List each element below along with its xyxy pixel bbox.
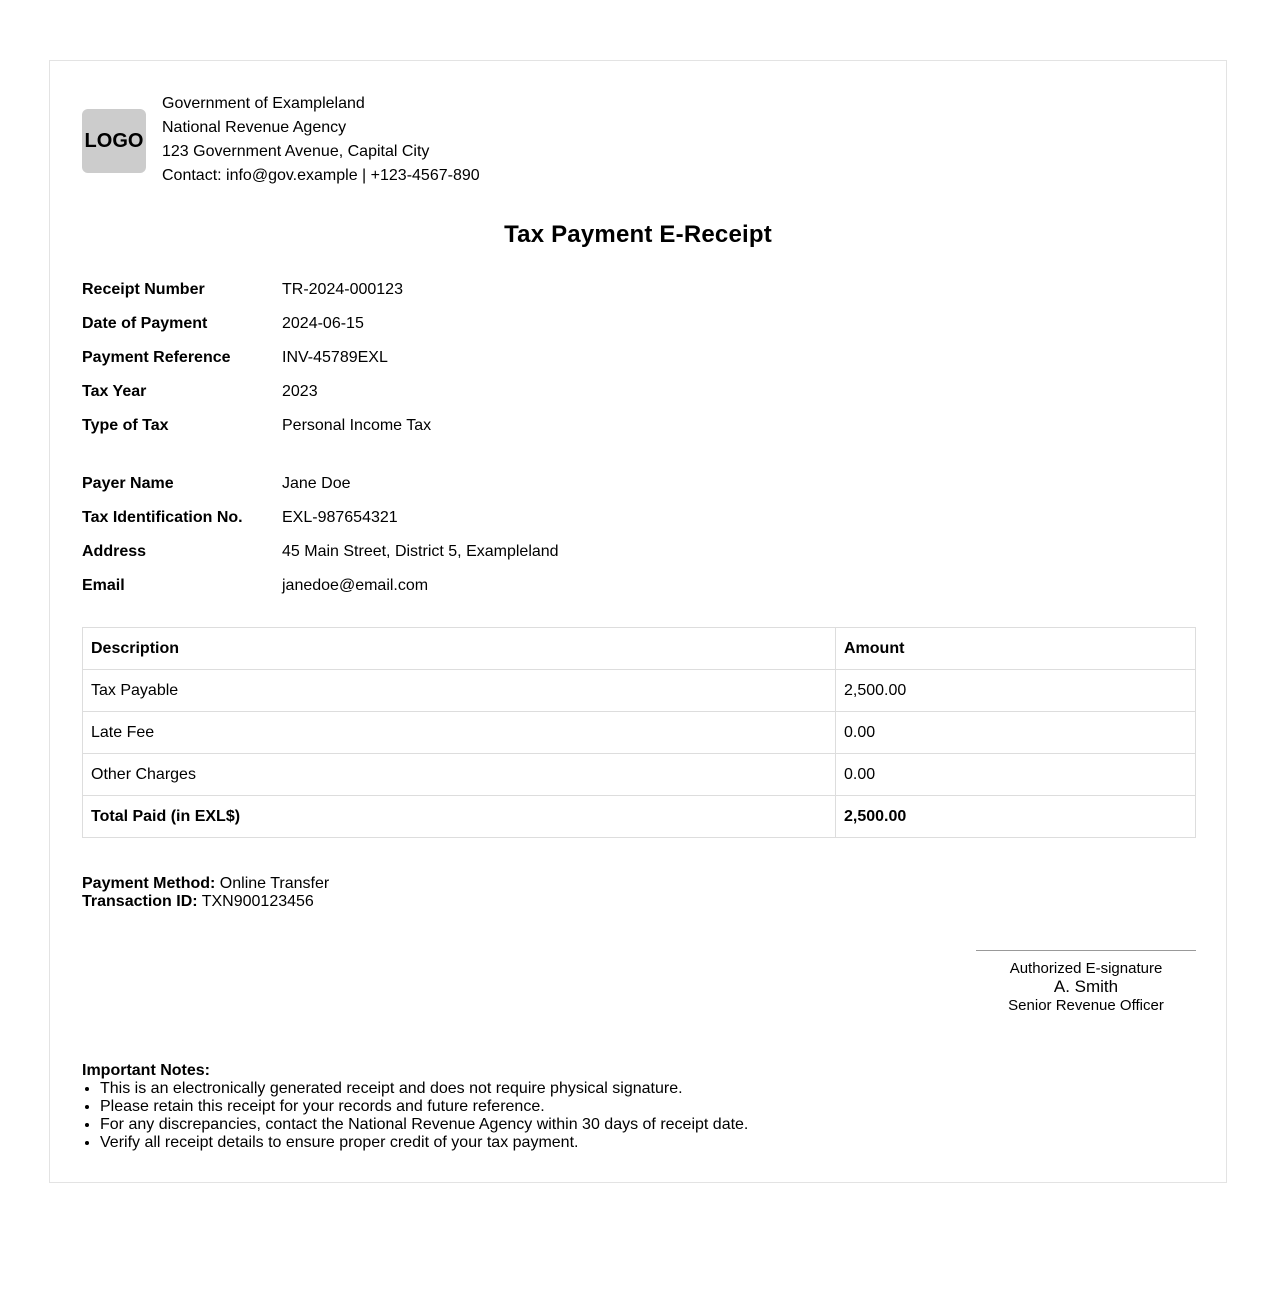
info-label: Payer Name <box>82 475 174 492</box>
list-item: • Please retain this receipt for your records and future reference. <box>100 1098 748 1116</box>
table-total-row <box>83 796 1196 838</box>
transaction-id-value: TXN900123456 <box>201 893 314 910</box>
table-header-row <box>83 628 1196 670</box>
info-row-payment-reference <box>82 341 782 375</box>
page-title: Tax Payment E-Receipt <box>504 221 772 248</box>
row-description: Tax Payable <box>83 670 836 712</box>
info-row-payer-name <box>82 467 782 501</box>
agency-contact: Contact: info@gov.example | +123-4567-890 <box>162 167 480 184</box>
list-item: • This is an electronically generated receipt and does not require physical signature. <box>100 1080 748 1098</box>
info-value: janedoe@email.com <box>282 577 429 594</box>
list-item: • Verify all receipt details to ensure proper credit of your tax payment. <box>100 1134 748 1152</box>
payment-method-label: Payment Method: <box>82 875 216 892</box>
row-amount: 0.00 <box>836 754 1196 796</box>
info-value: TR-2024-000123 <box>282 281 403 298</box>
info-value: 45 Main Street, District 5, Exampleland <box>282 543 559 560</box>
info-row-address <box>82 535 782 569</box>
notes-heading: Important Notes: <box>82 1062 210 1079</box>
important-notes <box>82 1062 748 1152</box>
info-label: Address <box>82 543 147 560</box>
row-description: Late Fee <box>83 712 836 754</box>
payer-info-section <box>82 467 782 603</box>
agency-address: 123 Government Avenue, Capital City <box>162 143 430 160</box>
agency-details <box>162 92 480 188</box>
table-row <box>83 754 1196 796</box>
signature-block <box>976 950 1196 1016</box>
signatory-name: A. Smith <box>1053 977 1119 996</box>
table-row <box>83 712 1196 754</box>
info-row-type-of-tax <box>82 409 782 443</box>
info-value: INV-45789EXL <box>282 349 388 366</box>
transaction-id-line <box>82 893 329 911</box>
logo-placeholder: LOGO <box>82 109 146 173</box>
info-label: Tax Year <box>82 383 147 400</box>
info-value: 2023 <box>282 383 318 400</box>
column-header-amount: Amount <box>836 628 1196 670</box>
table-row <box>83 670 1196 712</box>
agency-header <box>82 92 480 188</box>
info-row-receipt-number <box>82 273 782 307</box>
row-amount: 0.00 <box>836 712 1196 754</box>
info-label: Payment Reference <box>82 349 231 366</box>
info-value: Personal Income Tax <box>282 417 432 434</box>
agency-government-name: Government of Exampleland <box>162 95 365 112</box>
transaction-id-label: Transaction ID: <box>82 893 198 910</box>
payment-method-value: Online Transfer <box>219 875 330 892</box>
notes-list <box>82 1080 748 1152</box>
column-header-description: Description <box>83 628 836 670</box>
amounts-table <box>82 627 1196 838</box>
agency-name: National Revenue Agency <box>162 119 347 136</box>
info-label: Email <box>82 577 125 594</box>
info-label: Type of Tax <box>82 417 169 434</box>
info-value: 2024-06-15 <box>282 315 364 332</box>
total-label: Total Paid (in EXL$) <box>83 796 836 838</box>
info-row-date-of-payment <box>82 307 782 341</box>
info-row-tax-year <box>82 375 782 409</box>
total-amount: 2,500.00 <box>836 796 1196 838</box>
receipt-info-section <box>82 273 782 443</box>
info-value: EXL-987654321 <box>282 509 398 526</box>
list-item: • For any discrepancies, contact the National Revenue Agency within 30 days of receipt date. <box>100 1116 748 1134</box>
info-label: Tax Identification No. <box>82 509 243 526</box>
receipt-document <box>49 60 1227 1183</box>
info-value: Jane Doe <box>282 475 351 492</box>
payment-method-line <box>82 875 329 893</box>
info-label: Date of Payment <box>82 315 208 332</box>
row-description: Other Charges <box>83 754 836 796</box>
signatory-position: Senior Revenue Officer <box>1008 997 1164 1014</box>
payment-details <box>82 875 329 911</box>
info-row-email <box>82 569 782 603</box>
info-label: Receipt Number <box>82 281 205 298</box>
row-amount: 2,500.00 <box>836 670 1196 712</box>
signature-caption: Authorized E-signature <box>1009 960 1163 977</box>
info-row-tax-id <box>82 501 782 535</box>
